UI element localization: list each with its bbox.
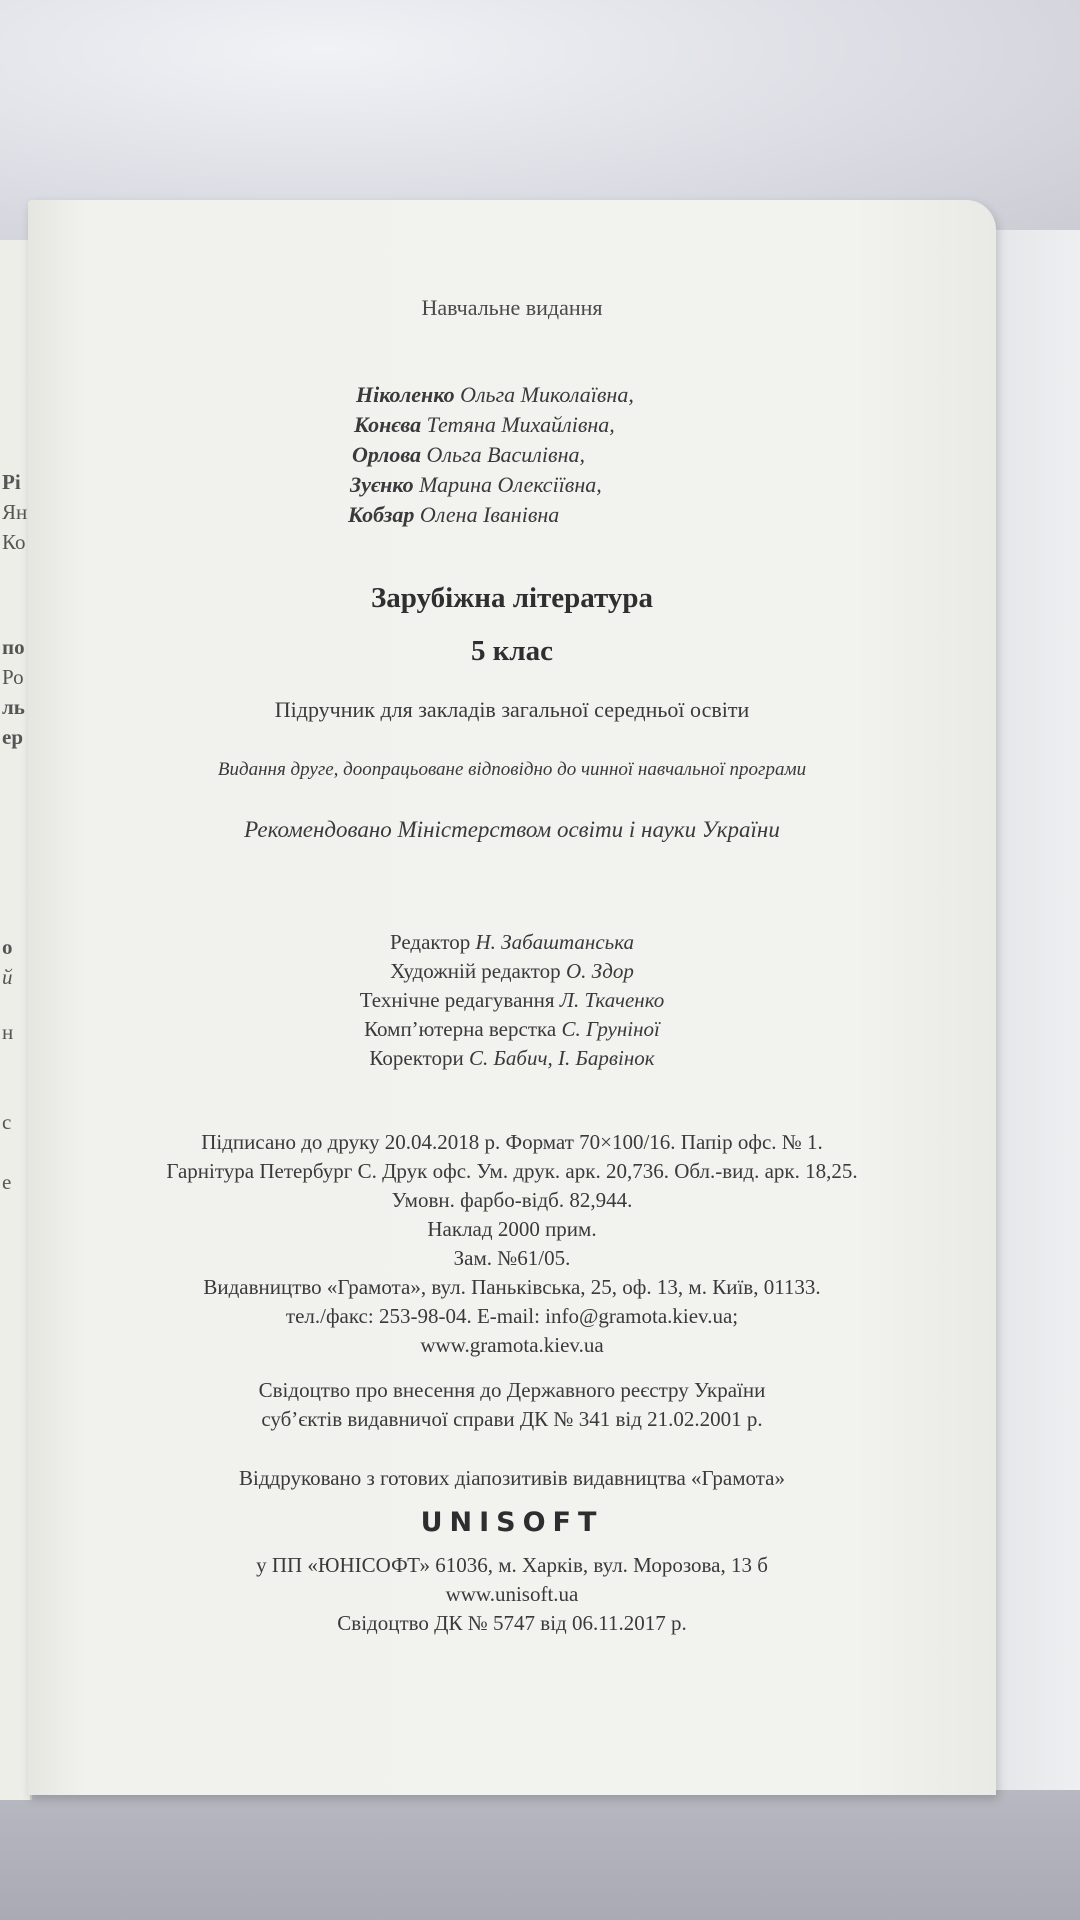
author-line xyxy=(350,470,634,500)
left-fragment: Ян xyxy=(2,500,28,524)
left-fragment: по xyxy=(2,635,25,659)
registry-certificate xyxy=(28,1376,996,1434)
edition-note: Видання друге, доопрацьоване відповідно до чинної навчальної програми xyxy=(217,759,807,780)
author-surname: Орлова xyxy=(352,442,422,467)
left-page-text-fragments xyxy=(0,240,30,1800)
printed-from-note: Віддруковано з готових діапозитивів видавництва «Грамота» xyxy=(239,1466,785,1490)
book-title: Зарубіжна література xyxy=(370,582,654,614)
credit-line xyxy=(28,957,996,986)
credit-role: Комп’ютерна верстка xyxy=(364,1017,557,1041)
left-fragment: с xyxy=(2,1110,12,1134)
left-fragment: Ро xyxy=(2,665,24,689)
author-name: Марина Олексіївна, xyxy=(419,472,602,497)
credit-person: Л. Ткаченко xyxy=(559,988,665,1012)
credit-person: О. Здор xyxy=(565,959,634,983)
credit-person: С. Груніної xyxy=(561,1017,660,1041)
ministry-recommendation: Рекомендовано Міністерством освіти і науки України xyxy=(244,817,780,842)
left-fragment: н xyxy=(2,1020,14,1044)
authors-list xyxy=(346,380,634,530)
author-name: Ольга Миколаївна, xyxy=(460,382,634,407)
publisher-website: www.gramota.kiev.ua xyxy=(420,1333,604,1357)
left-fragment: ер xyxy=(2,725,23,749)
author-surname: Конєва xyxy=(354,412,422,437)
left-fragment: й xyxy=(2,965,13,989)
left-fragment: о xyxy=(2,935,13,959)
printer-website: www.unisoft.ua xyxy=(445,1582,579,1606)
publisher-contacts: тел./факс: 253-98-04. E-mail: info@gramota.kiev.ua; xyxy=(285,1304,739,1328)
credit-role: Художній редактор xyxy=(390,959,561,983)
print-detail-line: Гарнітура Петербург С. Друк офс. Ум. друк. арк. 20,736. Обл.-вид. арк. 18,25. xyxy=(166,1159,858,1183)
print-detail-line: Умовн. фарбо-відб. 82,944. xyxy=(391,1188,633,1212)
credit-person: С. Бабич, І. Барвінок xyxy=(469,1046,655,1070)
background-surface xyxy=(0,1780,1080,1920)
print-detail-line: Наклад 2000 прим. xyxy=(427,1217,597,1241)
printer-address: у ПП «ЮНІСОФТ» 61036, м. Харків, вул. Морозова, 13 б xyxy=(256,1553,768,1577)
author-name: Тетяна Михайлівна, xyxy=(426,412,615,437)
publisher-address: Видавництво «Грамота», вул. Паньківська, 25, оф. 13, м. Київ, 01133. xyxy=(203,1275,821,1299)
credit-person: Н. Забаштанська xyxy=(475,930,635,954)
author-surname: Зуєнко xyxy=(350,472,414,497)
author-surname: Ніколенко xyxy=(356,382,455,407)
credit-role: Редактор xyxy=(389,930,471,954)
credit-line xyxy=(28,1044,996,1073)
book-grade: 5 клас xyxy=(470,635,554,667)
left-fragment: е xyxy=(2,1170,12,1194)
author-line xyxy=(348,500,634,530)
series-label: Навчальне видання xyxy=(421,295,603,320)
credit-role: Технічне редагування xyxy=(359,988,555,1012)
certificate-line: суб’єктів видавничої справи ДК № 341 від 21.02.2001 р. xyxy=(261,1407,763,1431)
left-fragment: Ко xyxy=(2,530,26,554)
author-name: Олена Іванівна xyxy=(419,502,560,527)
left-fragment: ль xyxy=(2,695,25,719)
credit-role: Коректори xyxy=(369,1046,464,1070)
author-name: Ольга Василівна, xyxy=(426,442,585,467)
author-surname: Кобзар xyxy=(348,502,415,527)
book-subtitle: Підручник для закладів загальної середньої освіти xyxy=(274,697,750,722)
printer-certificate: Свідоцтво ДК № 5747 від 06.11.2017 р. xyxy=(337,1611,687,1635)
certificate-line: Свідоцтво про внесення до Державного реєстру України xyxy=(258,1378,766,1402)
author-line xyxy=(356,380,634,410)
credit-line xyxy=(28,986,996,1015)
credit-line xyxy=(28,928,996,957)
left-fragment: Рі xyxy=(2,470,21,494)
author-line xyxy=(354,410,634,440)
print-detail-line: Зам. №61/05. xyxy=(453,1246,571,1270)
credits-block xyxy=(28,928,996,1073)
imprint-page xyxy=(28,200,996,1795)
unisoft-logo: UNISOFT xyxy=(420,1507,604,1538)
credit-line xyxy=(28,1015,996,1044)
print-details-block xyxy=(28,1128,996,1360)
print-detail-line: Підписано до друку 20.04.2018 р. Формат 70×100/16. Папір офс. № 1. xyxy=(201,1130,823,1154)
printer-details xyxy=(28,1551,996,1638)
author-line xyxy=(352,440,634,470)
